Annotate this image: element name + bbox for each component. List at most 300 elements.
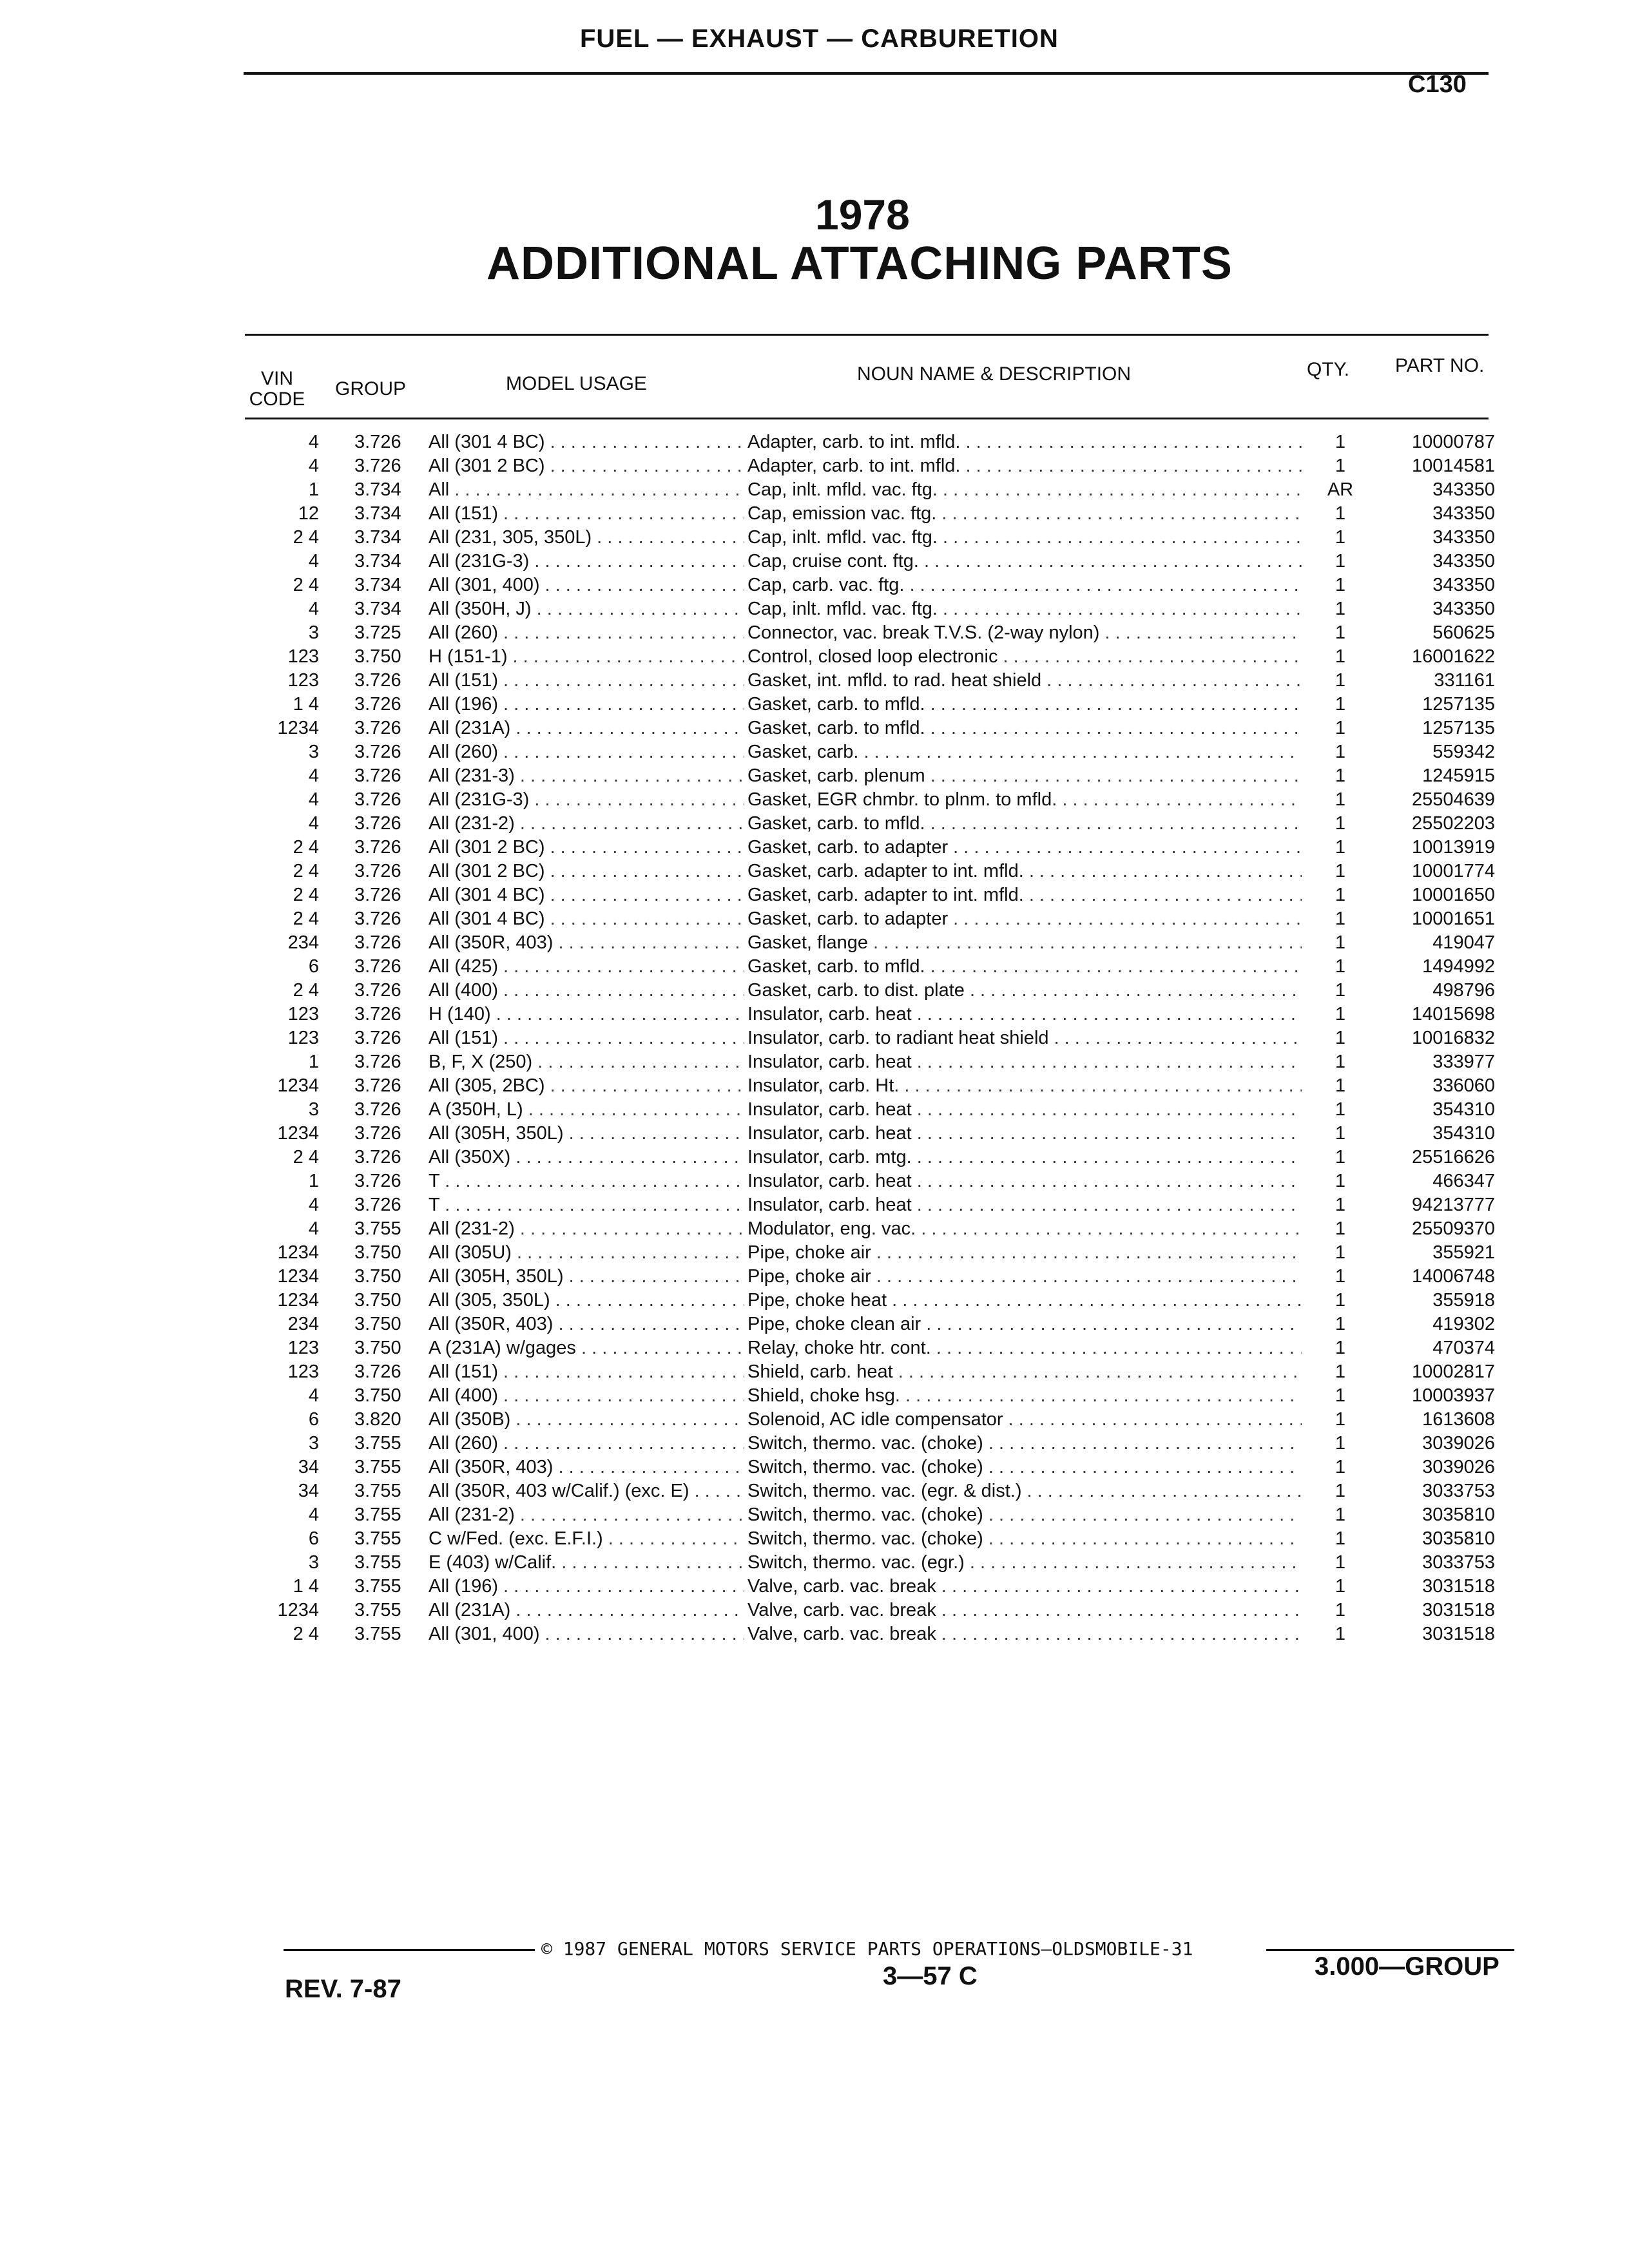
table-row <box>245 597 1508 621</box>
vin-code-cell: 4 <box>308 432 319 452</box>
noun-description-cell: Cap, inlt. mfld. vac. ftg. . . . <box>747 597 1302 621</box>
qty-cell: 1 <box>1335 1576 1346 1597</box>
group-cell: 3.726 <box>354 956 401 977</box>
part-number-cell: 419047 <box>1432 932 1495 953</box>
model-usage-cell: All (231G-3) . . . <box>429 788 744 812</box>
noun-description-cell: Gasket, flange . . . <box>747 931 1302 955</box>
part-number-cell: 498796 <box>1432 980 1495 1001</box>
model-usage-cell: All (350R, 403) . . . <box>429 1456 744 1479</box>
column-header-vin-line1: VIN <box>260 368 293 389</box>
group-cell: 3.734 <box>354 551 401 572</box>
model-usage-cell: All (151) . . . <box>429 669 744 693</box>
table-row <box>245 1622 1508 1646</box>
group-cell: 3.726 <box>354 932 401 953</box>
vin-code-cell: 1234 <box>277 1290 319 1311</box>
model-usage-cell: All (231-2) . . . <box>429 1503 744 1527</box>
qty-cell: 1 <box>1335 1433 1346 1454</box>
model-usage-cell: All (350R, 403 w/Calif.) (exc. E) . . . <box>429 1479 744 1503</box>
vin-code-cell: 2 4 <box>293 837 319 858</box>
noun-description-cell: Control, closed loop electronic . . . <box>747 645 1302 669</box>
part-number-cell: 1257135 <box>1422 718 1495 738</box>
qty-cell: 1 <box>1335 861 1346 881</box>
footer-rule-left <box>284 1949 535 1951</box>
copyright-notice: © 1987 GENERAL MOTORS SERVICE PARTS OPERATIONS—OLDSMOBILE-31 <box>541 1938 1193 1959</box>
group-cell: 3.755 <box>354 1576 401 1597</box>
qty-cell: 1 <box>1335 1075 1346 1096</box>
parts-table <box>245 430 1508 1646</box>
part-number-cell: 470374 <box>1432 1338 1495 1358</box>
model-usage-cell: All (151) . . . <box>429 1360 744 1384</box>
vin-code-cell: 2 4 <box>293 908 319 929</box>
vin-code-cell: 2 4 <box>293 527 319 548</box>
qty-cell: 1 <box>1335 551 1346 572</box>
part-number-cell: 343350 <box>1432 527 1495 548</box>
part-number-cell: 559342 <box>1432 742 1495 762</box>
group-cell: 3.755 <box>354 1481 401 1501</box>
noun-description-cell: Valve, carb. vac. break . . . <box>747 1622 1302 1646</box>
model-usage-cell: All (231A) . . . <box>429 716 744 740</box>
model-usage-cell: A (231A) w/gages . . . <box>429 1336 744 1360</box>
part-number-cell: 355918 <box>1432 1290 1495 1311</box>
noun-description-cell: Gasket, EGR chmbr. to plnm. to mfld. . . . <box>747 788 1302 812</box>
group-cell: 3.726 <box>354 1361 401 1382</box>
table-row <box>245 716 1508 740</box>
group-cell: 3.750 <box>354 1290 401 1311</box>
page-title: ADDITIONAL ATTACHING PARTS <box>487 238 1233 289</box>
vin-code-cell: 1 <box>308 1052 319 1072</box>
vin-code-cell: 1234 <box>277 718 319 738</box>
qty-cell: 1 <box>1335 1147 1346 1168</box>
noun-description-cell: Gasket, int. mfld. to rad. heat shield . . . <box>747 669 1302 693</box>
table-row <box>245 1312 1508 1336</box>
table-row <box>245 907 1508 931</box>
table-row <box>245 1098 1508 1122</box>
qty-cell: 1 <box>1335 718 1346 738</box>
qty-cell: 1 <box>1335 622 1346 643</box>
vin-code-cell: 2 4 <box>293 1624 319 1644</box>
group-cell: 3.726 <box>354 837 401 858</box>
group-label: 3.000—GROUP <box>1315 1952 1499 1981</box>
noun-description-cell: Cap, cruise cont. ftg. . . . <box>747 550 1302 573</box>
noun-description-cell: Cap, inlt. mfld. vac. ftg. . . . <box>747 478 1302 502</box>
noun-description-cell: Insulator, carb. Ht. . . . <box>747 1074 1302 1098</box>
qty-cell: 1 <box>1335 837 1346 858</box>
qty-cell: 1 <box>1335 1052 1346 1072</box>
part-number-cell: 1245915 <box>1422 765 1495 786</box>
group-cell: 3.755 <box>354 1552 401 1573</box>
part-number-cell: 10003937 <box>1411 1385 1495 1406</box>
part-number-cell: 10001651 <box>1411 908 1495 929</box>
qty-cell: 1 <box>1335 1099 1346 1120</box>
qty-cell: 1 <box>1335 694 1346 715</box>
vin-code-cell: 123 <box>287 1361 319 1382</box>
model-usage-cell: All (231, 305, 350L) . . . <box>429 526 744 550</box>
table-row <box>245 1551 1508 1575</box>
noun-description-cell: Shield, choke hsg. . . . <box>747 1384 1302 1408</box>
vin-code-cell: 3 <box>308 742 319 762</box>
noun-description-cell: Connector, vac. break T.V.S. (2-way nylon) . . . <box>747 621 1302 645</box>
model-usage-cell: All (231G-3) . . . <box>429 550 744 573</box>
table-header-bottom-rule <box>245 418 1489 419</box>
catalog-year: 1978 <box>815 191 910 238</box>
part-number-cell: 10001650 <box>1411 885 1495 905</box>
qty-cell: 1 <box>1335 1409 1346 1430</box>
part-number-cell: 10013919 <box>1411 837 1495 858</box>
top-divider <box>244 72 1489 75</box>
part-number-cell: 3039026 <box>1422 1457 1495 1477</box>
model-usage-cell: All (301, 400) . . . <box>429 573 744 597</box>
part-number-cell: 25516626 <box>1411 1147 1495 1168</box>
model-usage-cell: All (400) . . . <box>429 979 744 1003</box>
table-row <box>245 1146 1508 1169</box>
column-header-qty: QTY. <box>1307 359 1350 380</box>
vin-code-cell: 4 <box>308 599 319 619</box>
part-number-cell: 10001774 <box>1411 861 1495 881</box>
noun-description-cell: Switch, thermo. vac. (choke) . . . <box>747 1503 1302 1527</box>
part-number-cell: 10016832 <box>1411 1028 1495 1048</box>
qty-cell: 1 <box>1335 742 1346 762</box>
part-number-cell: 466347 <box>1432 1171 1495 1191</box>
group-cell: 3.820 <box>354 1409 401 1430</box>
table-row <box>245 1503 1508 1527</box>
qty-cell: 1 <box>1335 1552 1346 1573</box>
model-usage-cell: All . . . <box>429 478 744 502</box>
group-cell: 3.750 <box>354 1242 401 1263</box>
qty-cell: 1 <box>1335 1195 1346 1215</box>
noun-description-cell: Cap, emission vac. ftg. . . . <box>747 502 1302 526</box>
part-number-cell: 1613608 <box>1422 1409 1495 1430</box>
group-cell: 3.726 <box>354 432 401 452</box>
model-usage-cell: All (151) . . . <box>429 1026 744 1050</box>
noun-description-cell: Relay, choke htr. cont. . . . <box>747 1336 1302 1360</box>
part-number-cell: 560625 <box>1432 622 1495 643</box>
qty-cell: 1 <box>1335 1290 1346 1311</box>
vin-code-cell: 4 <box>308 813 319 834</box>
model-usage-cell: T . . . <box>429 1169 744 1193</box>
group-cell: 3.726 <box>354 885 401 905</box>
qty-cell: 1 <box>1335 980 1346 1001</box>
table-row <box>245 836 1508 860</box>
group-cell: 3.726 <box>354 1123 401 1144</box>
noun-description-cell: Insulator, carb. heat . . . <box>747 1098 1302 1122</box>
vin-code-cell: 1 4 <box>293 1576 319 1597</box>
qty-cell: 1 <box>1335 432 1346 452</box>
noun-description-cell: Switch, thermo. vac. (choke) . . . <box>747 1432 1302 1456</box>
table-row <box>245 788 1508 812</box>
vin-code-cell: 123 <box>287 1028 319 1048</box>
group-cell: 3.734 <box>354 527 401 548</box>
vin-code-cell: 2 4 <box>293 1147 319 1168</box>
group-cell: 3.726 <box>354 1195 401 1215</box>
qty-cell: 1 <box>1335 1504 1346 1525</box>
part-number-cell: 336060 <box>1432 1075 1495 1096</box>
model-usage-cell: All (350B) . . . <box>429 1408 744 1432</box>
group-cell: 3.734 <box>354 503 401 524</box>
part-number-cell: 10000787 <box>1411 432 1495 452</box>
qty-cell: 1 <box>1335 765 1346 786</box>
table-row <box>245 812 1508 836</box>
qty-cell: 1 <box>1335 1600 1346 1620</box>
vin-code-cell: 1 4 <box>293 694 319 715</box>
noun-description-cell: Insulator, carb. heat . . . <box>747 1003 1302 1026</box>
table-header-top-rule <box>245 334 1489 336</box>
vin-code-cell: 3 <box>308 1433 319 1454</box>
part-number-cell: 3033753 <box>1422 1552 1495 1573</box>
vin-code-cell: 6 <box>308 1409 319 1430</box>
group-cell: 3.726 <box>354 1028 401 1048</box>
noun-description-cell: Switch, thermo. vac. (egr. & dist.) . . . <box>747 1479 1302 1503</box>
noun-description-cell: Insulator, carb. heat . . . <box>747 1122 1302 1146</box>
model-usage-cell: All (151) . . . <box>429 502 744 526</box>
group-cell: 3.750 <box>354 1385 401 1406</box>
section-title: FUEL — EXHAUST — CARBURETION <box>580 24 1059 53</box>
group-cell: 3.726 <box>354 980 401 1001</box>
noun-description-cell: Cap, inlt. mfld. vac. ftg. . . . <box>747 526 1302 550</box>
vin-code-cell: 34 <box>298 1481 319 1501</box>
group-cell: 3.734 <box>354 575 401 595</box>
noun-description-cell: Modulator, eng. vac. . . . <box>747 1217 1302 1241</box>
model-usage-cell: All (231-2) . . . <box>429 1217 744 1241</box>
table-row <box>245 1074 1508 1098</box>
table-row <box>245 1360 1508 1384</box>
table-row <box>245 1384 1508 1408</box>
group-cell: 3.755 <box>354 1218 401 1239</box>
part-number-cell: 1257135 <box>1422 694 1495 715</box>
model-usage-cell: All (301 4 BC) . . . <box>429 883 744 907</box>
qty-cell: 1 <box>1335 456 1346 476</box>
vin-code-cell: 3 <box>308 622 319 643</box>
part-number-cell: 16001622 <box>1411 646 1495 667</box>
noun-description-cell: Pipe, choke clean air . . . <box>747 1312 1302 1336</box>
model-usage-cell: B, F, X (250) . . . <box>429 1050 744 1074</box>
group-cell: 3.726 <box>354 789 401 810</box>
group-cell: 3.726 <box>354 765 401 786</box>
table-row <box>245 645 1508 669</box>
table-row <box>245 430 1508 454</box>
model-usage-cell: All (196) . . . <box>429 1575 744 1599</box>
part-number-cell: 343350 <box>1432 503 1495 524</box>
table-row <box>245 1575 1508 1599</box>
group-cell: 3.750 <box>354 1314 401 1334</box>
vin-code-cell: 2 4 <box>293 575 319 595</box>
model-usage-cell: C w/Fed. (exc. E.F.I.) . . . <box>429 1527 744 1551</box>
qty-cell: 1 <box>1335 1457 1346 1477</box>
model-usage-cell: All (231-3) . . . <box>429 764 744 788</box>
group-cell: 3.755 <box>354 1600 401 1620</box>
part-number-cell: 343350 <box>1432 575 1495 595</box>
noun-description-cell: Adapter, carb. to int. mfld. . . . <box>747 454 1302 478</box>
model-usage-cell: All (260) . . . <box>429 740 744 764</box>
group-cell: 3.725 <box>354 622 401 643</box>
qty-cell: 1 <box>1335 1123 1346 1144</box>
model-usage-cell: All (305H, 350L) . . . <box>429 1265 744 1289</box>
model-usage-cell: All (350H, J) . . . <box>429 597 744 621</box>
part-number-cell: 10014581 <box>1411 456 1495 476</box>
noun-description-cell: Adapter, carb. to int. mfld. . . . <box>747 430 1302 454</box>
group-cell: 3.726 <box>354 670 401 691</box>
vin-code-cell: 1 <box>308 1171 319 1191</box>
table-row <box>245 1217 1508 1241</box>
table-row <box>245 526 1508 550</box>
qty-cell: 1 <box>1335 527 1346 548</box>
vin-code-cell: 34 <box>298 1457 319 1477</box>
table-row <box>245 1599 1508 1622</box>
part-number-cell: 419302 <box>1432 1314 1495 1334</box>
qty-cell: 1 <box>1335 1528 1346 1549</box>
table-row <box>245 621 1508 645</box>
revision-label: REV. 7-87 <box>285 1975 401 2003</box>
qty-cell: 1 <box>1335 908 1346 929</box>
table-row <box>245 478 1508 502</box>
model-usage-cell: All (196) . . . <box>429 693 744 716</box>
part-number-cell: 333977 <box>1432 1052 1495 1072</box>
group-cell: 3.726 <box>354 742 401 762</box>
group-cell: 3.750 <box>354 1266 401 1287</box>
table-row <box>245 693 1508 716</box>
vin-code-cell: 234 <box>287 932 319 953</box>
noun-description-cell: Gasket, carb. adapter to int. mfld. . . . <box>747 883 1302 907</box>
group-cell: 3.726 <box>354 1099 401 1120</box>
part-number-cell: 3035810 <box>1422 1528 1495 1549</box>
noun-description-cell: Switch, thermo. vac. (choke) . . . <box>747 1527 1302 1551</box>
model-usage-cell: All (425) . . . <box>429 955 744 979</box>
qty-cell: AR <box>1327 479 1354 500</box>
model-usage-cell: All (400) . . . <box>429 1384 744 1408</box>
part-number-cell: 14006748 <box>1411 1266 1495 1287</box>
column-header-part-no: PART NO. <box>1395 355 1485 376</box>
vin-code-cell: 2 4 <box>293 885 319 905</box>
table-row <box>245 883 1508 907</box>
footer-rule-right <box>1266 1949 1514 1951</box>
model-usage-cell: T . . . <box>429 1193 744 1217</box>
qty-cell: 1 <box>1335 1314 1346 1334</box>
vin-code-cell: 3 <box>308 1552 319 1573</box>
table-row <box>245 669 1508 693</box>
vin-code-cell: 123 <box>287 646 319 667</box>
noun-description-cell: Gasket, carb. to adapter . . . <box>747 836 1302 860</box>
qty-cell: 1 <box>1335 503 1346 524</box>
qty-cell: 1 <box>1335 599 1346 619</box>
model-usage-cell: All (350X) . . . <box>429 1146 744 1169</box>
noun-description-cell: Insulator, carb. heat . . . <box>747 1050 1302 1074</box>
qty-cell: 1 <box>1335 646 1346 667</box>
table-row <box>245 502 1508 526</box>
group-cell: 3.755 <box>354 1433 401 1454</box>
model-usage-cell: All (301, 400) . . . <box>429 1622 744 1646</box>
model-usage-cell: All (301 4 BC) . . . <box>429 430 744 454</box>
part-number-cell: 355921 <box>1432 1242 1495 1263</box>
qty-cell: 1 <box>1335 1266 1346 1287</box>
column-header-vin-line2: CODE <box>249 389 305 410</box>
group-cell: 3.726 <box>354 1171 401 1191</box>
vin-code-cell: 1234 <box>277 1600 319 1620</box>
noun-description-cell: Insulator, carb. heat . . . <box>747 1193 1302 1217</box>
qty-cell: 1 <box>1335 932 1346 953</box>
table-row <box>245 860 1508 883</box>
page-number: 3—57 C <box>883 1962 978 1990</box>
noun-description-cell: Switch, thermo. vac. (egr.) . . . <box>747 1551 1302 1575</box>
vin-code-cell: 4 <box>308 789 319 810</box>
table-row <box>245 1456 1508 1479</box>
group-cell: 3.755 <box>354 1457 401 1477</box>
vin-code-cell: 123 <box>287 670 319 691</box>
column-header-vin-code <box>238 369 316 410</box>
vin-code-cell: 6 <box>308 956 319 977</box>
part-number-cell: 3039026 <box>1422 1433 1495 1454</box>
table-row <box>245 955 1508 979</box>
qty-cell: 1 <box>1335 1481 1346 1501</box>
model-usage-cell: All (301 2 BC) . . . <box>429 860 744 883</box>
group-cell: 3.750 <box>354 1338 401 1358</box>
noun-description-cell: Insulator, carb. to radiant heat shield . . . <box>747 1026 1302 1050</box>
group-cell: 3.734 <box>354 599 401 619</box>
qty-cell: 1 <box>1335 575 1346 595</box>
part-number-cell: 25504639 <box>1411 789 1495 810</box>
model-usage-cell: All (301 4 BC) . . . <box>429 907 744 931</box>
model-usage-cell: H (151-1) . . . <box>429 645 744 669</box>
model-usage-cell: A (350H, L) . . . <box>429 1098 744 1122</box>
noun-description-cell: Pipe, choke heat . . . <box>747 1289 1302 1312</box>
qty-cell: 1 <box>1335 1004 1346 1024</box>
table-row <box>245 1193 1508 1217</box>
group-cell: 3.726 <box>354 861 401 881</box>
table-row <box>245 1336 1508 1360</box>
vin-code-cell: 1 <box>308 479 319 500</box>
vin-code-cell: 1234 <box>277 1075 319 1096</box>
table-row <box>245 1169 1508 1193</box>
vin-code-cell: 4 <box>308 1385 319 1406</box>
model-usage-cell: All (305, 350L) . . . <box>429 1289 744 1312</box>
part-number-cell: 14015698 <box>1411 1004 1495 1024</box>
part-number-cell: 343350 <box>1432 599 1495 619</box>
table-row <box>245 931 1508 955</box>
vin-code-cell: 3 <box>308 1099 319 1120</box>
model-usage-cell: All (305H, 350L) . . . <box>429 1122 744 1146</box>
noun-description-cell: Shield, carb. heat . . . <box>747 1360 1302 1384</box>
part-number-cell: 3035810 <box>1422 1504 1495 1525</box>
qty-cell: 1 <box>1335 1242 1346 1263</box>
vin-code-cell: 6 <box>308 1528 319 1549</box>
qty-cell: 1 <box>1335 670 1346 691</box>
page-code: C130 <box>1408 71 1467 98</box>
vin-code-cell: 4 <box>308 765 319 786</box>
noun-description-cell: Gasket, carb. to adapter . . . <box>747 907 1302 931</box>
qty-cell: 1 <box>1335 1624 1346 1644</box>
noun-description-cell: Cap, carb. vac. ftg. . . . <box>747 573 1302 597</box>
table-row <box>245 740 1508 764</box>
part-number-cell: 354310 <box>1432 1099 1495 1120</box>
table-row <box>245 1050 1508 1074</box>
vin-code-cell: 123 <box>287 1338 319 1358</box>
noun-description-cell: Pipe, choke air . . . <box>747 1241 1302 1265</box>
vin-code-cell: 2 4 <box>293 980 319 1001</box>
model-usage-cell: All (301 2 BC) . . . <box>429 836 744 860</box>
noun-description-cell: Solenoid, AC idle compensator . . . <box>747 1408 1302 1432</box>
table-row <box>245 1432 1508 1456</box>
table-row <box>245 764 1508 788</box>
table-row <box>245 573 1508 597</box>
model-usage-cell: H (140) . . . <box>429 1003 744 1026</box>
table-row <box>245 1479 1508 1503</box>
noun-description-cell: Valve, carb. vac. break . . . <box>747 1575 1302 1599</box>
column-header-model-usage: MODEL USAGE <box>506 373 647 394</box>
qty-cell: 1 <box>1335 1385 1346 1406</box>
model-usage-cell: All (231A) . . . <box>429 1599 744 1622</box>
noun-description-cell: Gasket, carb. to dist. plate . . . <box>747 979 1302 1003</box>
noun-description-cell: Gasket, carb. . . . <box>747 740 1302 764</box>
vin-code-cell: 1234 <box>277 1266 319 1287</box>
noun-description-cell: Gasket, carb. adapter to int. mfld. . . . <box>747 860 1302 883</box>
